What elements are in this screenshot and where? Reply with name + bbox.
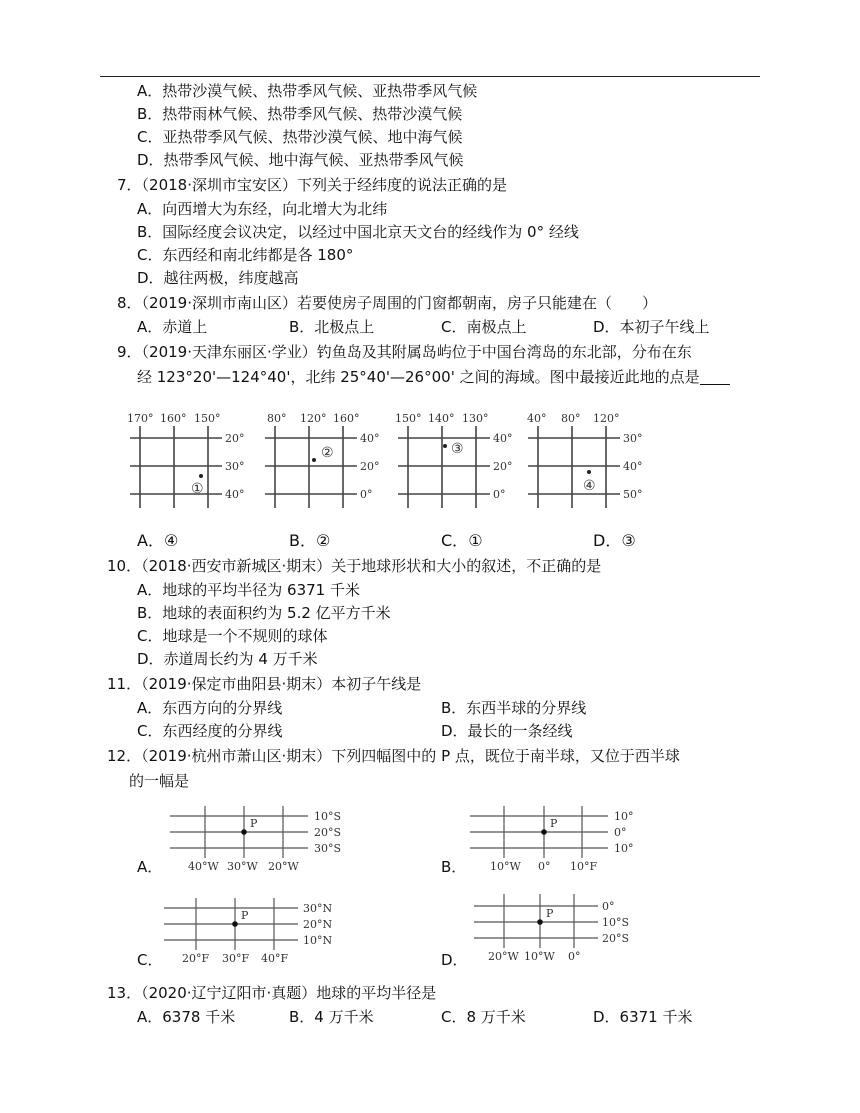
q12-stem-line1: 12．（2019·杭州市萧山区·期末）下列四幅图中的 P 点，既位于南半球，又位于西半球 <box>107 747 680 765</box>
q9-grid-4-top-label: 40° <box>527 412 547 425</box>
q9-grid-2 <box>262 408 382 508</box>
q9-grid-1-side-label: 20° <box>225 432 245 445</box>
q8-stem: 8．（2019·深圳市南山区）若要使房子周围的门窗都朝南，房子只能建在（ ） <box>117 294 657 312</box>
q9-option-b: B．② <box>289 531 331 550</box>
q7-option-b: B．国际经度会议决定，以经过中国北京天文台的经线作为 0° 经线 <box>137 223 579 241</box>
q12-map-b-point-label: P <box>550 817 558 830</box>
q12-option-c: C． <box>137 951 163 969</box>
q9-grid-2-side-label: 40° <box>360 432 380 445</box>
q6-option-d: D．热带季风气候、地中海气候、亚热带季风气候 <box>137 151 464 169</box>
q9-grid-2-side-label: 20° <box>360 460 380 473</box>
q12-map-b <box>464 806 664 878</box>
q7-option-d: D．越往两极，纬度越高 <box>137 269 299 287</box>
q9-grid-4 <box>525 408 645 508</box>
q12-map-a-lat-label: 20°S <box>314 826 342 839</box>
q12-map-b-lon-label: 0° <box>538 860 551 873</box>
q12-map-d-lon-label: 10°W <box>524 950 555 963</box>
q11-option-d: D．最长的一条经线 <box>441 722 573 740</box>
q11-option-c: C．东西经度的分界线 <box>137 722 283 740</box>
q12-stem-line2: 的一幅是 <box>129 772 190 790</box>
q12-map-c-point-label: P <box>241 909 249 922</box>
q9-grid-2-point <box>312 458 316 462</box>
q9-grid-3-point <box>443 444 447 448</box>
q12-map-d-lon-label: 0° <box>568 950 581 963</box>
q9-grid-3-top-label: 150° <box>395 412 422 425</box>
q10-option-a: A．地球的平均半径为 6371 千米 <box>137 581 360 599</box>
q9-grid-4-point <box>587 470 591 474</box>
q11-option-a: A．东西方向的分界线 <box>137 699 283 717</box>
q9-grid-4-side-label: 40° <box>623 460 643 473</box>
q9-stem-line1: 9．（2019·天津东丽区·学业）钓鱼岛及其附属岛屿位于中国台湾岛的东北部，分布在东 <box>117 343 692 361</box>
q9-grid-3-top-label: 140° <box>428 412 455 425</box>
q10-option-d: D．赤道周长约为 4 万千米 <box>137 650 318 668</box>
q9-grid-2-point-label: ② <box>321 445 334 461</box>
q12-map-c-lat-label: 20°N <box>303 918 333 931</box>
q12-map-d-point-label: P <box>546 907 554 920</box>
q12-map-c <box>160 898 360 970</box>
q9-grid-4-side-label: 50° <box>623 488 643 501</box>
q12-map-d-lat-label: 0° <box>602 900 615 913</box>
q10-stem: 10．（2018·西安市新城区·期末）关于地球形状和大小的叙述，不正确的是 <box>107 557 602 575</box>
q9-grid-2-top-label: 120° <box>300 412 327 425</box>
q12-map-a-lon-label: 30°W <box>227 860 258 873</box>
q12-map-c-lat-label: 10°N <box>303 934 333 947</box>
q12-map-b-lat-label: 10° <box>614 810 634 823</box>
q9-option-c: C．① <box>441 531 483 550</box>
q9-grid-1-top-label: 160° <box>160 412 187 425</box>
q9-grid-3-side-label: 0° <box>493 488 506 501</box>
q8-option-a: A．赤道上 <box>137 318 208 336</box>
q9-grid-4-side-label: 30° <box>623 432 643 445</box>
q12-map-d-point <box>537 919 543 925</box>
q13-stem: 13．（2020·辽宁辽阳市·真题）地球的平均半径是 <box>107 984 437 1002</box>
q9-grid-1-top-label: 170° <box>127 412 154 425</box>
q9-grid-1-point <box>199 474 203 478</box>
q9-grid-4-top-label: 120° <box>593 412 620 425</box>
q9-stem-line2: 经 123°20'—124°40'，北纬 25°40'—26°00' 之间的海域。图中最接近此地的点是 <box>137 367 730 387</box>
q12-map-a-point-label: P <box>250 817 258 830</box>
q9-answer-blank[interactable] <box>700 368 730 385</box>
q13-option-b: B．4 万千米 <box>289 1008 374 1026</box>
q10-option-c: C．地球是一个不规则的球体 <box>137 627 328 645</box>
q6-option-c: C．亚热带季风气候、热带沙漠气候、地中海气候 <box>137 128 463 146</box>
q13-option-d: D．6371 千米 <box>593 1008 693 1026</box>
q12-map-b-lon-label: 10°W <box>490 860 521 873</box>
q9-grid-3-side-label: 20° <box>493 460 513 473</box>
q9-grid-1 <box>127 408 247 508</box>
q8-option-d: D．本初子午线上 <box>593 318 710 336</box>
q13-option-a: A．6378 千米 <box>137 1008 236 1026</box>
q12-map-d-lat-label: 10°S <box>602 916 630 929</box>
q12-option-a: A． <box>137 858 163 876</box>
q12-option-d: D． <box>441 951 468 969</box>
q9-grid-4-point-label: ④ <box>583 478 596 494</box>
q6-option-b: B．热带雨林气候、热带季风气候、热带沙漠气候 <box>137 105 463 123</box>
q12-map-d <box>470 894 670 966</box>
q12-map-a-lon-label: 40°W <box>188 860 219 873</box>
q12-option-b: B． <box>441 858 467 876</box>
q9-grid-2-top-label: 160° <box>333 412 360 425</box>
q13-option-c: C．8 万千米 <box>441 1008 526 1026</box>
q7-stem: 7．（2018·深圳市宝安区）下列关于经纬度的说法正确的是 <box>117 176 507 194</box>
q9-grid-3-point-label: ③ <box>451 441 464 457</box>
q9-grid-1-point-label: ① <box>191 481 204 497</box>
q9-grid-4-top-label: 80° <box>561 412 581 425</box>
q12-map-c-lat-label: 30°N <box>303 902 333 915</box>
q12-map-d-lat-label: 20°S <box>602 932 630 945</box>
q9-grid-2-side-label: 0° <box>360 488 373 501</box>
q9-grid-1-top-label: 150° <box>194 412 221 425</box>
q10-option-b: B．地球的表面积约为 5.2 亿平方千米 <box>137 604 391 622</box>
q9-grid-1-side-label: 40° <box>225 488 245 501</box>
q11-option-b: B．东西半球的分界线 <box>441 699 587 717</box>
q8-option-c: C．南极点上 <box>441 318 527 336</box>
q12-map-b-lat-label: 0° <box>614 826 627 839</box>
q12-map-b-lon-label: 10°F <box>570 860 598 873</box>
q6-option-a: A．热带沙漠气候、热带季风气候、亚热带季风气候 <box>137 82 478 100</box>
q12-map-c-lon-label: 20°F <box>182 952 210 965</box>
q12-map-a-point <box>241 829 247 835</box>
q12-map-b-lat-label: 10° <box>614 842 634 855</box>
q8-option-b: B．北极点上 <box>289 318 375 336</box>
q7-option-a: A．向西增大为东经，向北增大为北纬 <box>137 200 388 218</box>
q12-map-a-lat-label: 30°S <box>314 842 342 855</box>
q12-map-b-point <box>541 829 547 835</box>
q9-grid-2-top-label: 80° <box>267 412 287 425</box>
q12-map-a-lon-label: 20°W <box>268 860 299 873</box>
header-rule <box>100 76 760 77</box>
q12-map-c-point <box>232 921 238 927</box>
q11-stem: 11．（2019·保定市曲阳县·期末）本初子午线是 <box>107 675 422 693</box>
q9-option-d: D．③ <box>593 531 636 550</box>
q12-map-c-lon-label: 30°F <box>222 952 250 965</box>
q12-map-a <box>160 806 360 878</box>
q7-option-c: C．东西经和南北纬都是各 180° <box>137 246 354 264</box>
q9-grid-3 <box>395 408 515 508</box>
q9-grid-3-side-label: 40° <box>493 432 513 445</box>
q12-map-d-lon-label: 20°W <box>488 950 519 963</box>
q9-grid-3-top-label: 130° <box>462 412 489 425</box>
q9-grid-1-side-label: 30° <box>225 460 245 473</box>
q12-map-c-lon-label: 40°F <box>261 952 289 965</box>
q9-option-a: A．④ <box>137 531 179 550</box>
q12-map-a-lat-label: 10°S <box>314 810 342 823</box>
